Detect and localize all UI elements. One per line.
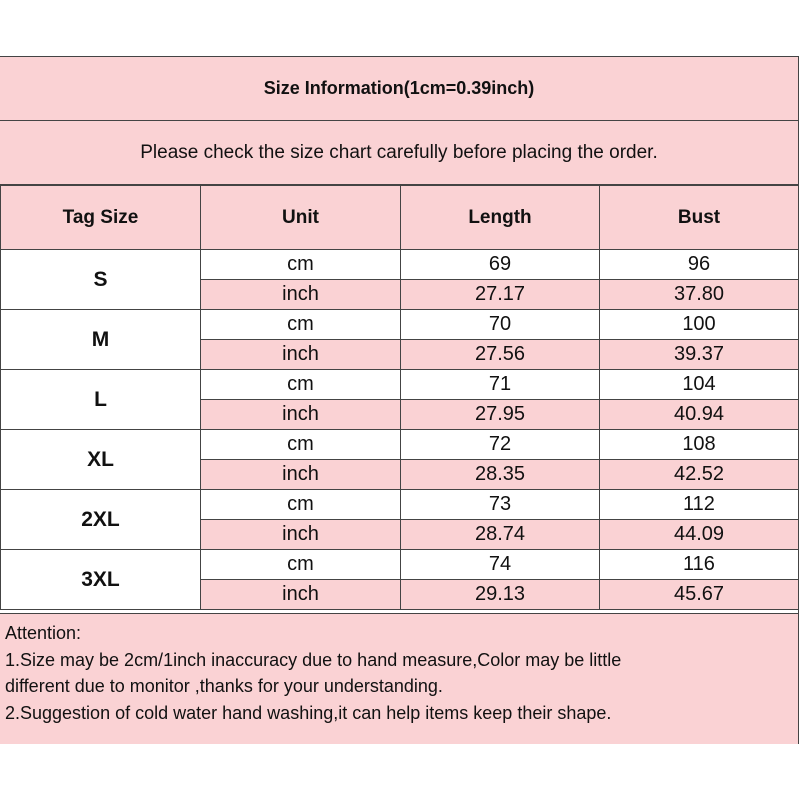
table-row xyxy=(1,370,799,400)
bust-cell: 45.67 xyxy=(600,580,799,610)
tag-size-cell: 2XL xyxy=(1,490,201,550)
attention-notes xyxy=(0,613,798,744)
chart-title: Size Information(1cm=0.39inch) xyxy=(0,57,798,121)
length-cell: 70 xyxy=(401,310,600,340)
size-chart-sheet xyxy=(0,56,799,744)
table-row xyxy=(1,490,799,520)
unit-cell: cm xyxy=(201,430,401,460)
tag-size-cell: 3XL xyxy=(1,550,201,610)
length-cell: 28.35 xyxy=(401,460,600,490)
tag-size-cell: M xyxy=(1,310,201,370)
unit-cell: cm xyxy=(201,490,401,520)
bust-cell: 39.37 xyxy=(600,340,799,370)
unit-cell: cm xyxy=(201,550,401,580)
length-cell: 27.56 xyxy=(401,340,600,370)
bust-cell: 100 xyxy=(600,310,799,340)
unit-cell: inch xyxy=(201,580,401,610)
bust-cell: 116 xyxy=(600,550,799,580)
length-cell: 71 xyxy=(401,370,600,400)
table-row xyxy=(1,310,799,340)
bust-cell: 42.52 xyxy=(600,460,799,490)
length-cell: 69 xyxy=(401,250,600,280)
unit-cell: cm xyxy=(201,370,401,400)
unit-cell: inch xyxy=(201,400,401,430)
bust-cell: 44.09 xyxy=(600,520,799,550)
length-cell: 27.95 xyxy=(401,400,600,430)
header-unit: Unit xyxy=(201,186,401,250)
length-cell: 27.17 xyxy=(401,280,600,310)
attention-line-2: different due to monitor ,thanks for your understanding. xyxy=(5,676,443,696)
bust-cell: 104 xyxy=(600,370,799,400)
bust-cell: 96 xyxy=(600,250,799,280)
unit-cell: inch xyxy=(201,520,401,550)
length-cell: 73 xyxy=(401,490,600,520)
bust-cell: 108 xyxy=(600,430,799,460)
tag-size-cell: XL xyxy=(1,430,201,490)
table-body xyxy=(1,250,799,610)
bust-cell: 112 xyxy=(600,490,799,520)
attention-line-1: 1.Size may be 2cm/1inch inaccuracy due to hand measure,Color may be little xyxy=(5,649,622,670)
length-cell: 29.13 xyxy=(401,580,600,610)
length-cell: 72 xyxy=(401,430,600,460)
unit-cell: inch xyxy=(201,340,401,370)
unit-cell: cm xyxy=(201,310,401,340)
header-bust: Bust xyxy=(600,186,799,250)
unit-cell: inch xyxy=(201,280,401,310)
attention-line-3: 2.Suggestion of cold water hand washing,it can help items keep their shape. xyxy=(5,702,612,723)
tag-size-cell: S xyxy=(1,250,201,310)
header-length: Length xyxy=(401,186,600,250)
header-tag-size: Tag Size xyxy=(1,186,201,250)
table-header-row xyxy=(1,186,799,250)
bust-cell: 40.94 xyxy=(600,400,799,430)
length-cell: 28.74 xyxy=(401,520,600,550)
bust-cell: 37.80 xyxy=(600,280,799,310)
table-row xyxy=(1,250,799,280)
table-row xyxy=(1,430,799,460)
unit-cell: cm xyxy=(201,250,401,280)
size-table xyxy=(0,185,799,610)
chart-subtitle: Please check the size chart carefully before placing the order. xyxy=(0,121,798,185)
unit-cell: inch xyxy=(201,460,401,490)
attention-heading: Attention: xyxy=(5,623,82,643)
table-row xyxy=(1,550,799,580)
length-cell: 74 xyxy=(401,550,600,580)
tag-size-cell: L xyxy=(1,370,201,430)
